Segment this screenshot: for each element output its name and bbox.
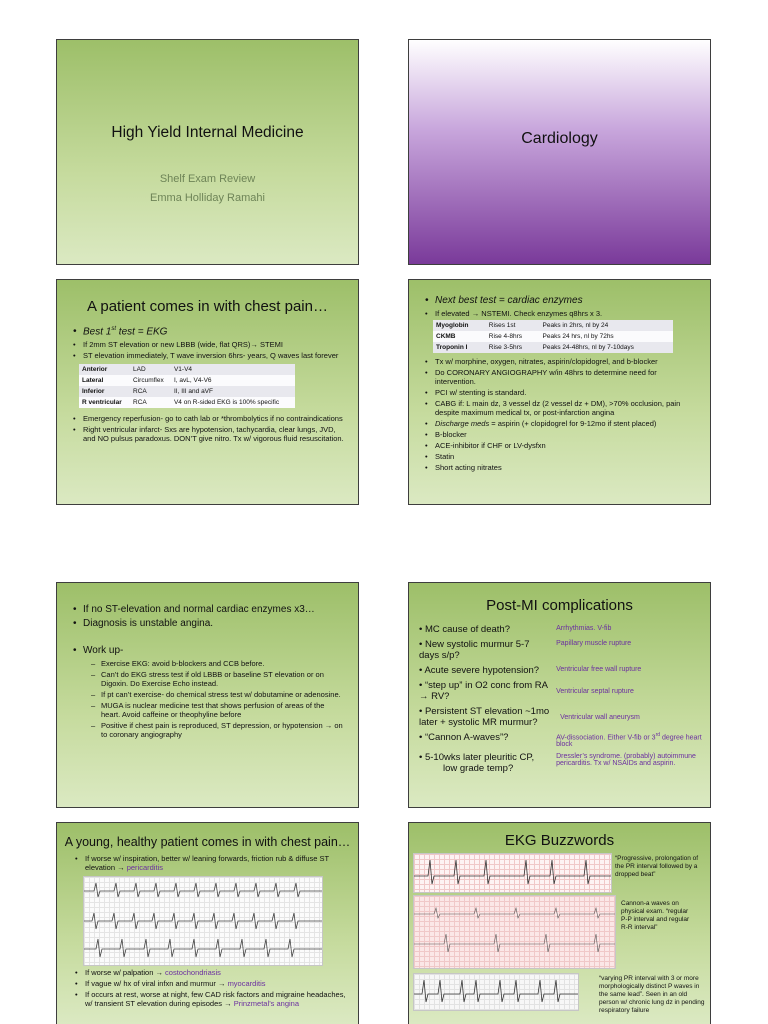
table-cell: LAD <box>130 364 171 375</box>
table-cell: Circumflex <box>130 375 171 386</box>
table-row <box>79 364 295 375</box>
list-item: • If 2mm ST elevation or new LBBB (wide, flat QRS)→ STEMI <box>73 340 344 349</box>
prinzmetal-bullet: • If occurs at rest, worse at night, few CAD risk factors and migraine headaches, w/ transient ST elevation during episodes → Prinzmetal’s angina <box>75 990 346 1008</box>
table-cell: Lateral <box>79 375 130 386</box>
complication-row: • Persistent ST elevation ~1mo later + systolic MR murmur? Ventricular wall aneurysm <box>419 706 640 728</box>
table-cell: RCA <box>130 397 171 408</box>
ecg-av-dissociation-image <box>413 895 616 969</box>
list-item: • Short acting nitrates <box>425 463 698 472</box>
ecg-trace <box>414 896 615 968</box>
table-cell: Troponin I <box>433 342 486 353</box>
slide-post-mi <box>408 582 711 808</box>
slide-heading: A young, healthy patient comes in with chest pain… <box>64 835 351 849</box>
complication-row: • “step up” in O2 conc from RA → RV? Ventricular septal rupture <box>419 680 634 702</box>
table-cell: I, avL, V4-V6 <box>171 375 295 386</box>
table-cell: Peaks in 2hrs, nl by 24 <box>540 320 674 331</box>
complication-row: • Acute severe hypotension? Ventricular free wall rupture <box>419 665 642 676</box>
list-item: – Exercise EKG: avoid b-blockers and CCB before. <box>91 659 344 668</box>
enzyme-sub-bullet: • If elevated → NSTEMI. Check enzymes q8hrs x 3. <box>425 309 698 318</box>
slide-heading: A patient comes in with chest pain… <box>87 298 328 315</box>
table-cell: V4 on R-sided EKG is 100% specific <box>171 397 295 408</box>
complication-row: • MC cause of death? Arrhythmias. V-fib <box>419 624 612 635</box>
table-cell: Anterior <box>79 364 130 375</box>
ecg-mat-image <box>413 973 579 1011</box>
table-cell: Peaks 24-48hrs, nl by 7-10days <box>540 342 674 353</box>
complication-table <box>419 622 704 776</box>
slide-cardiology-heading: Cardiology <box>521 130 598 147</box>
list-item: • Tx w/ morphine, oxygen, nitrates, aspirin/clopidogrel, and b-blocker <box>425 357 698 366</box>
slide-author: Emma Holliday Ramahi <box>150 192 265 204</box>
buzzword-caption-1: “Progressive, prolongation of the PR interval followed by a dropped beat” <box>615 855 699 878</box>
table-cell: Peaks 24 hrs, nl by 72hs <box>540 331 674 342</box>
table-row <box>79 375 295 386</box>
list-item: – MUGA is nuclear medicine test that shows perfusion of areas of the heart. Avoid caffeine or theophyline before <box>91 701 344 719</box>
list-item: – If pt can’t exercise- do chemical stress test w/ dobutamine or adenosine. <box>91 690 344 699</box>
territory-table <box>79 364 295 408</box>
slide-chest-pain <box>56 279 359 505</box>
slide-cardiac-enzymes <box>408 279 711 505</box>
table-row <box>433 342 673 353</box>
enzyme-table <box>433 320 673 353</box>
slide-ekg-buzzwords <box>408 822 711 1024</box>
list-item: • Statin <box>425 452 698 461</box>
slide-title-heading: High Yield Internal Medicine <box>111 124 304 141</box>
table-cell: CKMB <box>433 331 486 342</box>
discharge-bullet: • Discharge meds = aspirin (+ clopidogrel for 9-12mo if stent placed) <box>425 419 698 428</box>
complication-row: • “Cannon A-waves”? AV-dissociation. Either V-fib or 3rd degree heart block <box>419 732 702 749</box>
table-row <box>433 331 673 342</box>
list-item: • ACE-inhibitor if CHF or LV-dysfxn <box>425 441 698 450</box>
pericarditis-bullet: • If worse w/ inspiration, better w/ leaning forwards, friction rub & diffuse ST elevation → pericarditis <box>75 854 346 872</box>
table-cell: Inferior <box>79 386 130 397</box>
lead-bullet: • Next best test = cardiac enzymes <box>425 295 698 306</box>
myocarditis-bullet: • If vague w/ hx of viral infxn and murmur → myocarditis <box>75 979 346 988</box>
list-item: – Can’t do EKG stress test if old LBBB or baseline ST elevation or on Digoxin. Do Exercise Echo instead. <box>91 670 344 688</box>
table-cell: Rises 1st <box>486 320 540 331</box>
complication-row: • New systolic murmur 5-7 days s/p? Papillary muscle rupture <box>419 639 632 661</box>
table-cell: Rise 4-8hrs <box>486 331 540 342</box>
slide-young-patient <box>56 822 359 1024</box>
slide-heading: Post-MI complications <box>486 597 633 614</box>
slide-subtitle: Shelf Exam Review <box>159 173 256 185</box>
table-cell: II, III and aVF <box>171 386 295 397</box>
costochondritis-bullet: • If worse w/ palpation → costochondriasis <box>75 968 346 977</box>
list-item: – Positive if chest pain is reproduced, ST depression, or hypotension → on to coronary angiography <box>91 721 344 739</box>
slide-title-subtitle-block <box>57 170 358 208</box>
buzzword-caption-3: “varying PR interval with 3 or more morphologically distinct P waves in the same lead”. Seen in an old person w/ chronic lung dz in pending respiratory failure <box>599 975 705 1014</box>
list-item: • If no ST-elevation and normal cardiac enzymes x3… <box>73 604 344 615</box>
lead-bullet: • Best 1st test = EKG <box>73 326 344 337</box>
list-item: • B-blocker <box>425 430 698 439</box>
ecg-mobitz-image <box>413 853 612 893</box>
list-item: • Emergency reperfusion- go to cath lab or *thrombolytics if no contraindications <box>73 414 344 423</box>
table-cell: V1-V4 <box>171 364 295 375</box>
list-item: • ST elevation immediately, T wave inversion 6hrs- years, Q waves last forever <box>73 351 344 360</box>
buzzword-caption-2: Cannon-a waves on physical exam. “regular P-P interval and regular R-R interval” <box>621 900 690 931</box>
table-row <box>79 397 295 408</box>
list-item: • CABG if: L main dz, 3 vessel dz (2 vessel dz + DM), >70% occlusion, pain despite maximum medical tx, or post-infarction angina <box>425 399 698 417</box>
list-item: • PCI w/ stenting is standard. <box>425 388 698 397</box>
table-row <box>433 320 673 331</box>
slide-cardiology <box>408 39 711 265</box>
complication-row: • 5-10wks later pleuritic CP, low grade temp? Dressler’s syndrome. (probably) autoimmune pericarditis. Tx w/ NSAIDs and aspirin. <box>419 752 696 775</box>
workup-bullet: • Work up- <box>73 645 344 656</box>
list-item: • Diagnosis is unstable angina. <box>73 618 344 629</box>
table-cell: Myoglobin <box>433 320 486 331</box>
table-cell: Rise 3-5hrs <box>486 342 540 353</box>
slide-title <box>56 39 359 265</box>
ecg-trace <box>414 974 578 1010</box>
slide-unstable-angina <box>56 582 359 808</box>
ecg-trace <box>414 854 611 892</box>
table-row <box>79 386 295 397</box>
slide-heading: EKG Buzzwords <box>504 832 615 849</box>
list-item: • Right ventricular infarct- Sxs are hypotension, tachycardia, clear lungs, JVD, and NO pulsus paradoxus. DON’T give nitro. Tx w/ vigorous fluid resuscitation. <box>73 425 344 443</box>
ecg-trace <box>84 877 322 965</box>
list-item: • Do CORONARY ANGIOGRAPHY w/in 48hrs to determine need for intervention. <box>425 368 698 386</box>
table-cell: R ventricular <box>79 397 130 408</box>
ecg-strip-image <box>83 876 323 966</box>
table-cell: RCA <box>130 386 171 397</box>
